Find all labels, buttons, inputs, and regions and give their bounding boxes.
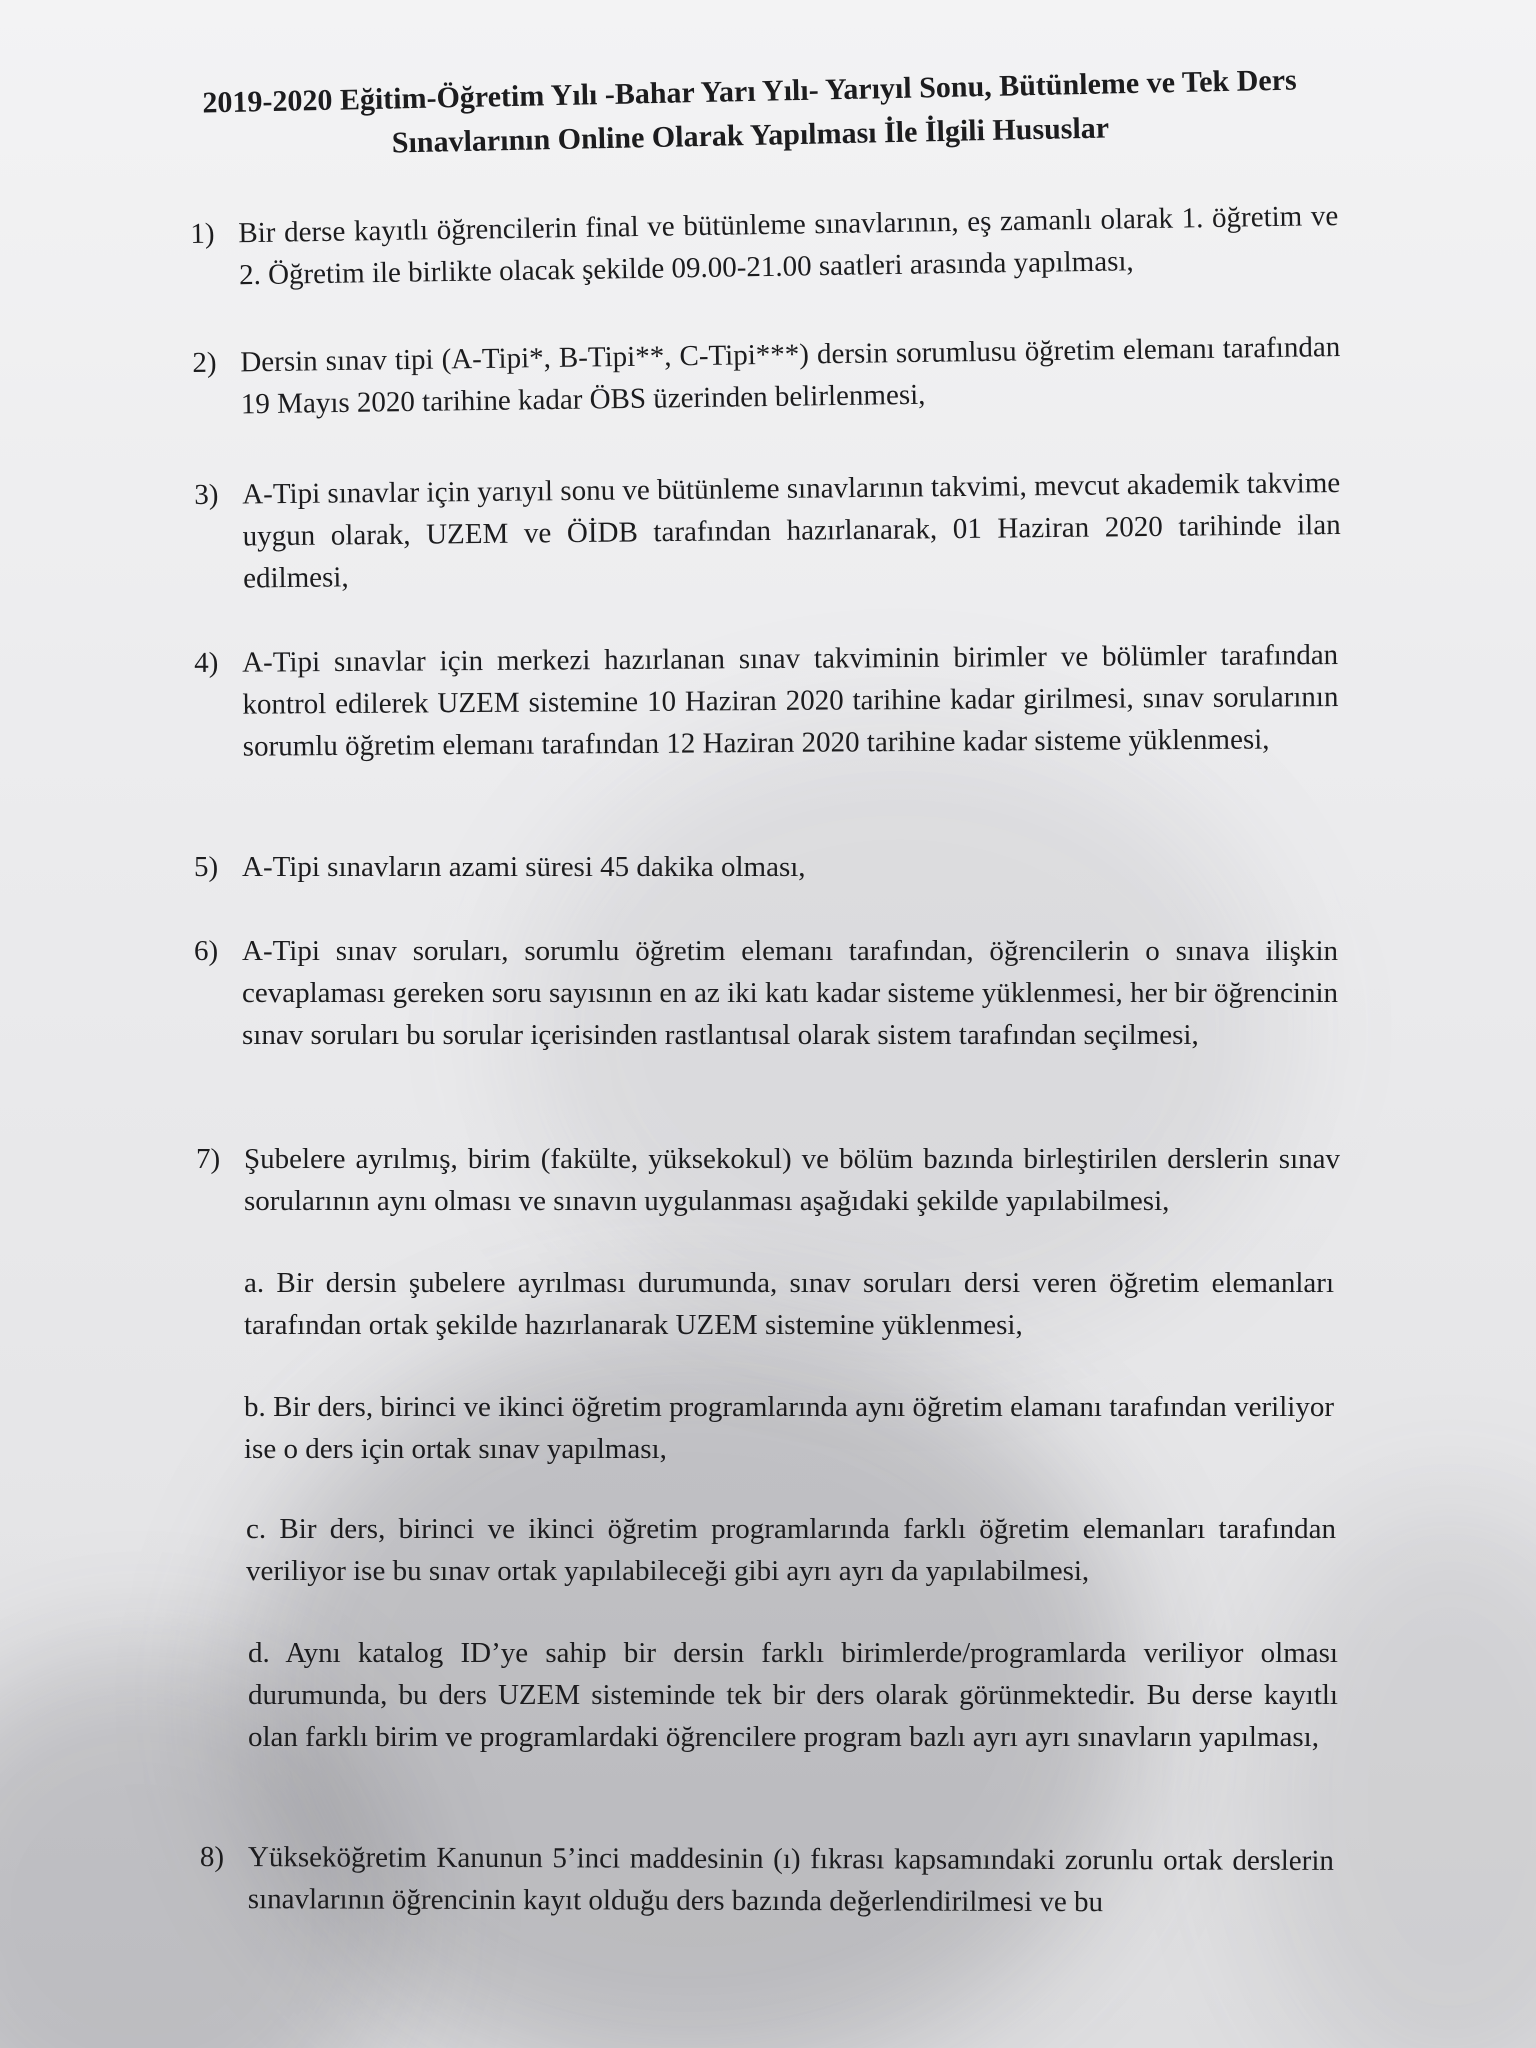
item-text: Yükseköğretim Kanunun 5’inci maddesinin (ı) fıkrası kapsamındaki zorunlu ortak derslerin sınavlarının öğrencinin kayıt olduğu ders bazında değerlendirilmesi ve bu (247, 1841, 1334, 1919)
item-number: 6) (194, 935, 219, 967)
title-line-1: 2019-2020 Eğitim-Öğretim Yılı -Bahar Yarı Yılı- Yarıyıl Sonu, Bütünleme ve Tek Ders (202, 63, 1297, 120)
document-title (119, 57, 1381, 171)
item-text: A-Tipi sınavların azami süresi 45 dakika olması, (242, 851, 806, 883)
sub-item-a: a. Bir dersin şubelere ayrılması durumunda, sınav soruları dersi veren öğretim elemanları tarafından ortak şekilde hazırlanarak UZEM sistemine yüklenmesi, (244, 1267, 1334, 1341)
item-number: 4) (194, 646, 219, 679)
item-number: 1) (190, 217, 215, 251)
item-text: Bir derse kayıtlı öğrencilerin final ve bütünleme sınavlarının, eş zamanlı olarak 1. öğretim ve 2. Öğretim ile birlikte olacak şekilde 09.00-21.00 saatleri arasında yapılması, (238, 199, 1339, 292)
sub-item-b: b. Bir ders, birinci ve ikinci öğretim programlarında aynı öğretim elamanı tarafından veriliyor ise o ders için ortak sınav yapılması, (244, 1391, 1334, 1465)
list-item-2 (192, 326, 1342, 421)
item-text: A-Tipi sınav soruları, sorumlu öğretim elemanı tarafından, öğrencilerin o sınava ilişkin cevaplaması gereken soru sayısının en az iki katı kadar sisteme yüklenmesi, her bir öğrencinin sınav soruları bu sorular içerisinden rastlantısal olarak sistem tarafından seçilmesi, (242, 935, 1338, 1051)
sub-item-c: c. Bir ders, birinci ve ikinci öğretim programlarında farklı öğretim elemanları tarafından veriliyor ise bu sınav ortak yapılabileceği gibi ayrı ayrı da yapılabilmesi, (246, 1513, 1336, 1587)
list-item-4 (194, 634, 1340, 763)
title-line-2: Sınavlarının Online Olarak Yapılması İle İlgili Hususlar (391, 111, 1110, 160)
list-item-3 (194, 462, 1342, 595)
item-number: 3) (194, 478, 219, 512)
item-text: A-Tipi sınavlar için yarıyıl sonu ve bütünleme sınavlarının takvimi, mevcut akademik takvime uygun olarak, UZEM ve ÖİDB tarafından hazırlanarak, 01 Haziran 2020 tarihinde ilan edilmesi, (242, 467, 1341, 595)
item-text: A-Tipi sınavlar için merkezi hazırlanan sınav takviminin birimler ve bölümler tarafından kontrol edilerek UZEM sistemine 10 Haziran 2020 tarihine kadar girilmesi, sınav sorularının sorumlu öğretim elemanı tarafından 12 Haziran 2020 tarihine kadar sisteme yüklenmesi, (242, 639, 1339, 763)
item-text: Şubelere ayrılmış, birim (fakülte, yüksekokul) ve bölüm bazında birleştirilen derslerin sınav sorularının aynı olması ve sınavın uygulanması aşağıdaki şekilde yapılabilmesi, (244, 1143, 1340, 1217)
item-text: Dersin sınav tipi (A-Tipi*, B-Tipi**, C-Tipi***) dersin sorumlusu öğretim elemanı tarafından 19 Mayıs 2020 tarihine kadar ÖBS üzerinden belirlenmesi, (240, 330, 1341, 421)
list-item-8 (199, 1836, 1336, 1919)
item-number: 8) (199, 1841, 225, 1874)
list-item-1 (190, 195, 1340, 292)
item-number: 5) (194, 851, 219, 883)
item-number: 2) (192, 346, 217, 380)
sub-item-d: d. Aynı katalog ID’ye sahip bir dersin farklı birimlerde/programlarda veriliyor olması durumunda, bu ders UZEM sisteminde tek bir ders olarak görünmektedir. Bu derse kayıtlı olan farklı birim ve programlardaki öğrencilere program bazlı ayrı ayrı sınavların yapılması, (248, 1637, 1338, 1753)
item-number: 7) (196, 1143, 221, 1175)
